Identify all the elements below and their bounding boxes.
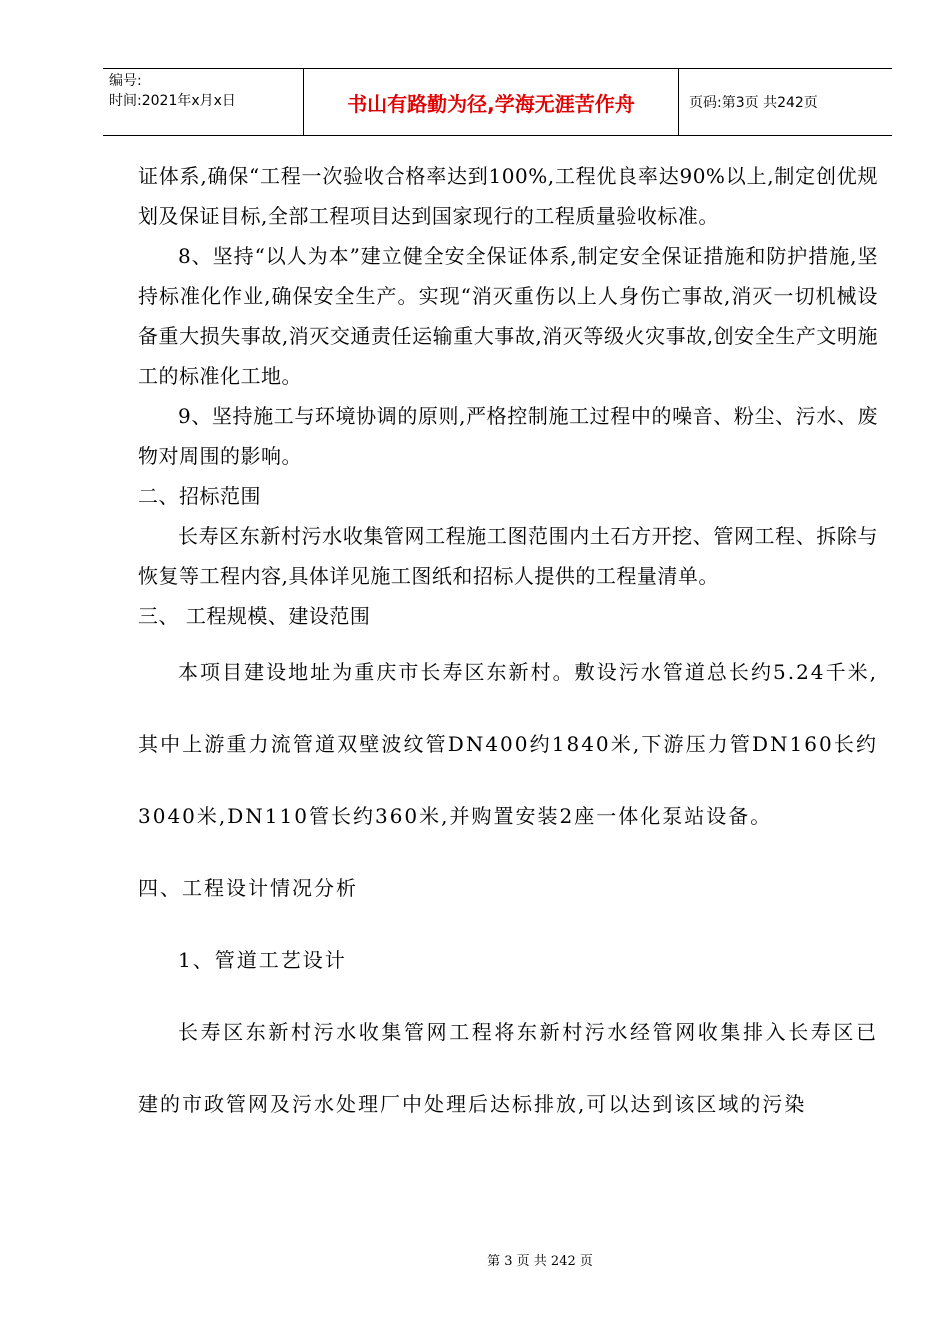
header-page-info: 页码:第3页 共242页	[689, 95, 818, 111]
paragraph-bid-scope: 长寿区东新村污水收集管网工程施工图范围内土石方开挖、管网工程、拆除与恢复等工程内容,具体详见施工图纸和招标人提供的工程量清单。	[138, 524, 878, 588]
page-footer: 第 3 页 共 242 页	[487, 1254, 593, 1269]
paragraph-environment: 9、坚持施工与环境协调的原则,严格控制施工过程中的噪音、粉尘、污水、废物对周围的影响。	[138, 404, 878, 468]
subheading-pipeline-design: 1、管道工艺设计	[178, 948, 347, 972]
header-left-cell	[103, 69, 303, 135]
paragraph-quality-target: 证体系,确保“工程一次验收合格率达到100%,工程优良率达90%以上,制定创优规划及保证目标,全部工程项目达到国家现行的工程质量验收标准。	[138, 164, 878, 228]
header-motto: 书山有路勤为径,学海无涯苦作舟	[303, 69, 679, 135]
section-heading-design-analysis: 四、工程设计情况分析	[138, 876, 358, 900]
document-body	[138, 156, 878, 1140]
page-header	[103, 68, 892, 136]
time-label: 时间:2021年x月x日	[109, 93, 236, 109]
section-heading-bid-scope: 二、招标范围	[138, 484, 261, 508]
number-label: 编号:	[109, 73, 142, 89]
section-heading-project-scale: 三、 工程规模、建设范围	[138, 604, 371, 628]
paragraph-pipeline-design: 长寿区东新村污水收集管网工程将东新村污水经管网收集排入长寿区已建的市政管网及污水处理厂中处理后达标排放,可以达到该区域的污染	[138, 1020, 878, 1116]
paragraph-safety: 8、坚持“以人为本”建立健全安全保证体系,制定安全保证措施和防护措施,坚持标准化作业,确保安全生产。实现“消灭重伤以上人身伤亡事故,消灭一切机械设备重大损失事故,消灭交通责任运输重大事故,消灭等级火灾事故,创安全生产文明施工的标准化工地。	[138, 244, 878, 388]
paragraph-project-scale: 本项目建设地址为重庆市长寿区东新村。敷设污水管道总长约5.24千米,其中上游重力流管道双壁波纹管DN400约1840米,下游压力管DN160长约3040米,DN110管长约360米,并购置安装2座一体化泵站设备。	[138, 660, 878, 828]
